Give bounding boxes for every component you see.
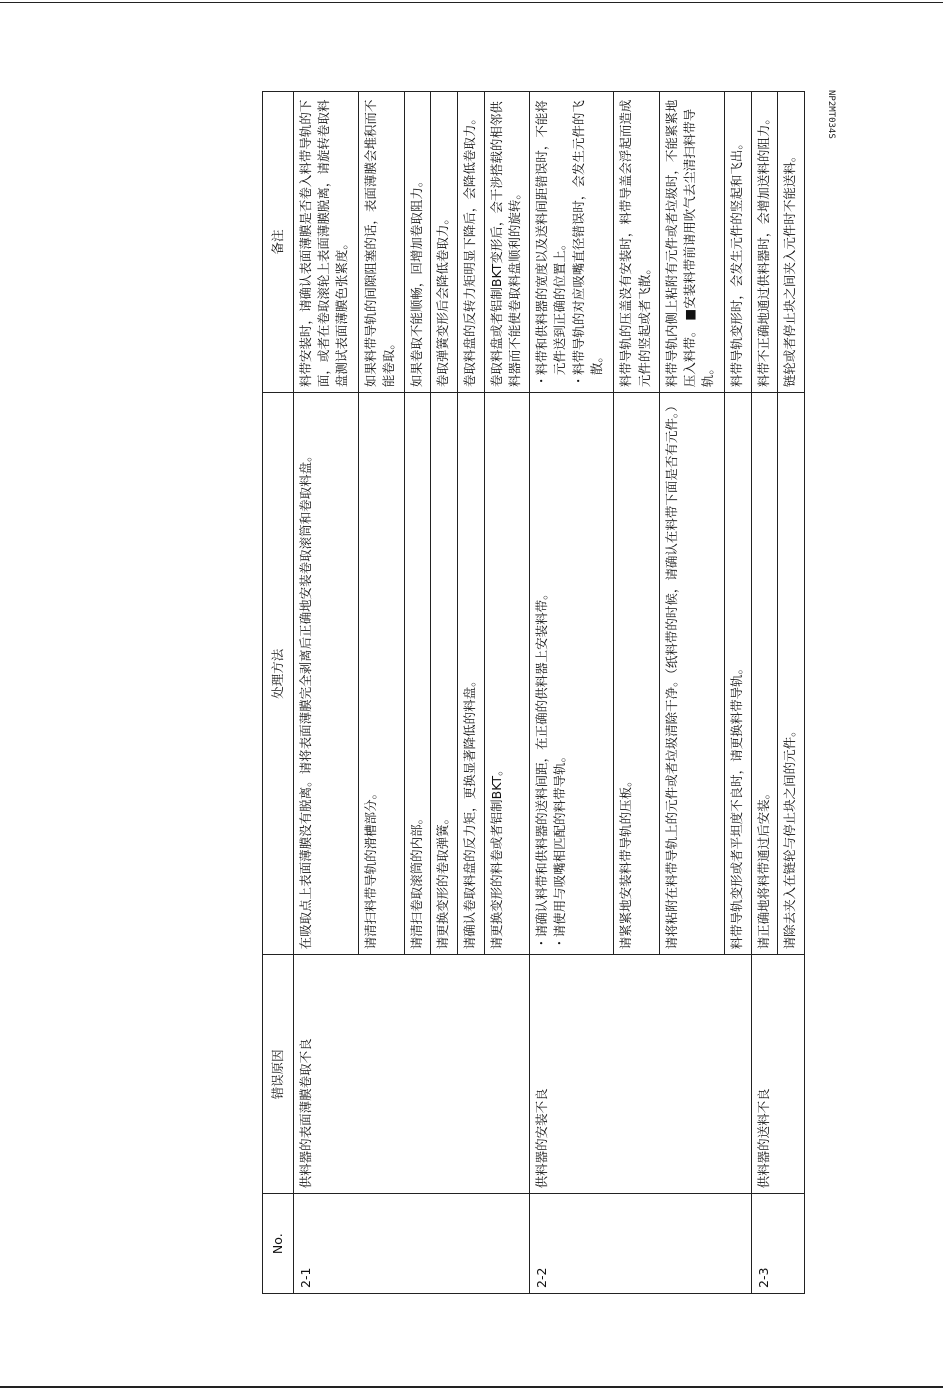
row-no: 2-2 [530,1194,751,1294]
row-method: 料带导轨变形或者平坦度不良时，请更换料带导轨。 [725,393,752,955]
row-no: 2-1 [294,1194,530,1294]
document-code: NP2MT034S [826,90,836,139]
row-method: 请正确地将料带通过后安装。 [751,393,778,955]
row-method: 请清扫卷取滚筒的内部。 [404,393,431,955]
row-cause: 供料器的送料不良 [751,955,804,1194]
row-method: 在吸取点上表面薄膜没有脱离。请将表面薄膜完全剥离后正确地安装卷取滚筒和卷取料盘。 [294,393,359,955]
table-row [530,92,614,1294]
row-no: 2-3 [751,1194,804,1294]
top-rule [0,2,943,3]
method-bullet: ・ 请使用与吸嘴相匹配的料带导轨。 [551,398,569,937]
table-wrapper [262,91,805,1294]
row-cause: 供料器的表面薄膜卷取不良 [294,955,530,1194]
row-remark: 料带安装时，请确认表面薄膜是否卷入料带导轨的下面，或者在卷取滚轮上表面薄膜脱离，请旋转卷取料盘测试表面薄膜色张紧度。 [294,92,359,393]
row-remark [530,92,614,393]
row-remark: 卷取弹簧变形后会降低卷取力。 [431,92,458,393]
row-remark: 卷取料盘或者铝制BKT变形后，会干涉搭载的相邻供料器而不能使卷取料盘顺利的旋转。 [484,92,530,393]
row-remark: 料带导轨的压盖没有安装时，料带导盖会浮起而造成元件的竖起或者飞散。 [614,92,660,393]
table-row [751,92,778,1294]
bottom-rule [0,1386,943,1388]
header-cause: 错误原因 [263,955,294,1194]
error-table [262,91,805,1294]
row-remark: 如果料带导轨的间隙阻塞的话，表面薄膜会堆积而不能卷取。 [358,92,404,393]
row-method: 请确认卷取料盘的反力矩，更换显著降低的料盘。 [457,393,484,955]
row-method [530,393,614,955]
row-method: 请将粘附在料带导轨上的元件或者垃圾清除干净。（纸料带的时候，请确认在料带下面是否有元件。） [660,393,725,955]
row-remark: 链轮或者停止块之间夹入元件时不能送料。 [778,92,805,393]
method-bullet: ・ 请确认料带和供料器的送料间距，在正确的供料器上安装料带。 [533,398,551,937]
row-remark: 如果卷取不能顺畅，回增加卷取阻力。 [404,92,431,393]
row-remark: 料带不正确地通过供料器时，会增加送料的阻力。 [751,92,778,393]
row-method: 请更换变形的料卷或者铝制BKT。 [484,393,530,955]
header-no: No. [263,1194,294,1294]
row-remark: 料带导轨变形时，会发生元件的竖起和飞出。 [725,92,752,393]
table-row [294,92,359,1294]
header-method: 处理方法 [263,393,294,955]
row-remark: 卷取料盘的反转力矩明显下降后，会降低卷取力。 [457,92,484,393]
row-method: 请更换变形的卷取弹簧。 [431,393,458,955]
row-cause: 供料器的安装不良 [530,955,751,1194]
remark-bullet: ・ 料带和供料器的宽度以及送料间距错误时，不能将元件送到正确的位置上。 [533,97,569,375]
row-method: 请紧紧地安装料带导轨的压板。 [614,393,660,955]
remark-bullet: ・ 料带导轨的对应吸嘴直径错误时，会发生元件的飞散。 [570,97,606,375]
row-method: 请清扫料带导轨的滑槽部分。 [358,393,404,955]
row-method: 请除去夹入在链轮与停止块之间的元件。 [778,393,805,955]
header-remark: 备注 [263,92,294,393]
table-header-row [263,92,294,1294]
row-remark: 料带导轨内侧上粘附有元件或者垃圾时，不能紧紧地压入料带。 ■安装料带前请用吹气去尘清扫料带导轨。 [660,92,725,393]
